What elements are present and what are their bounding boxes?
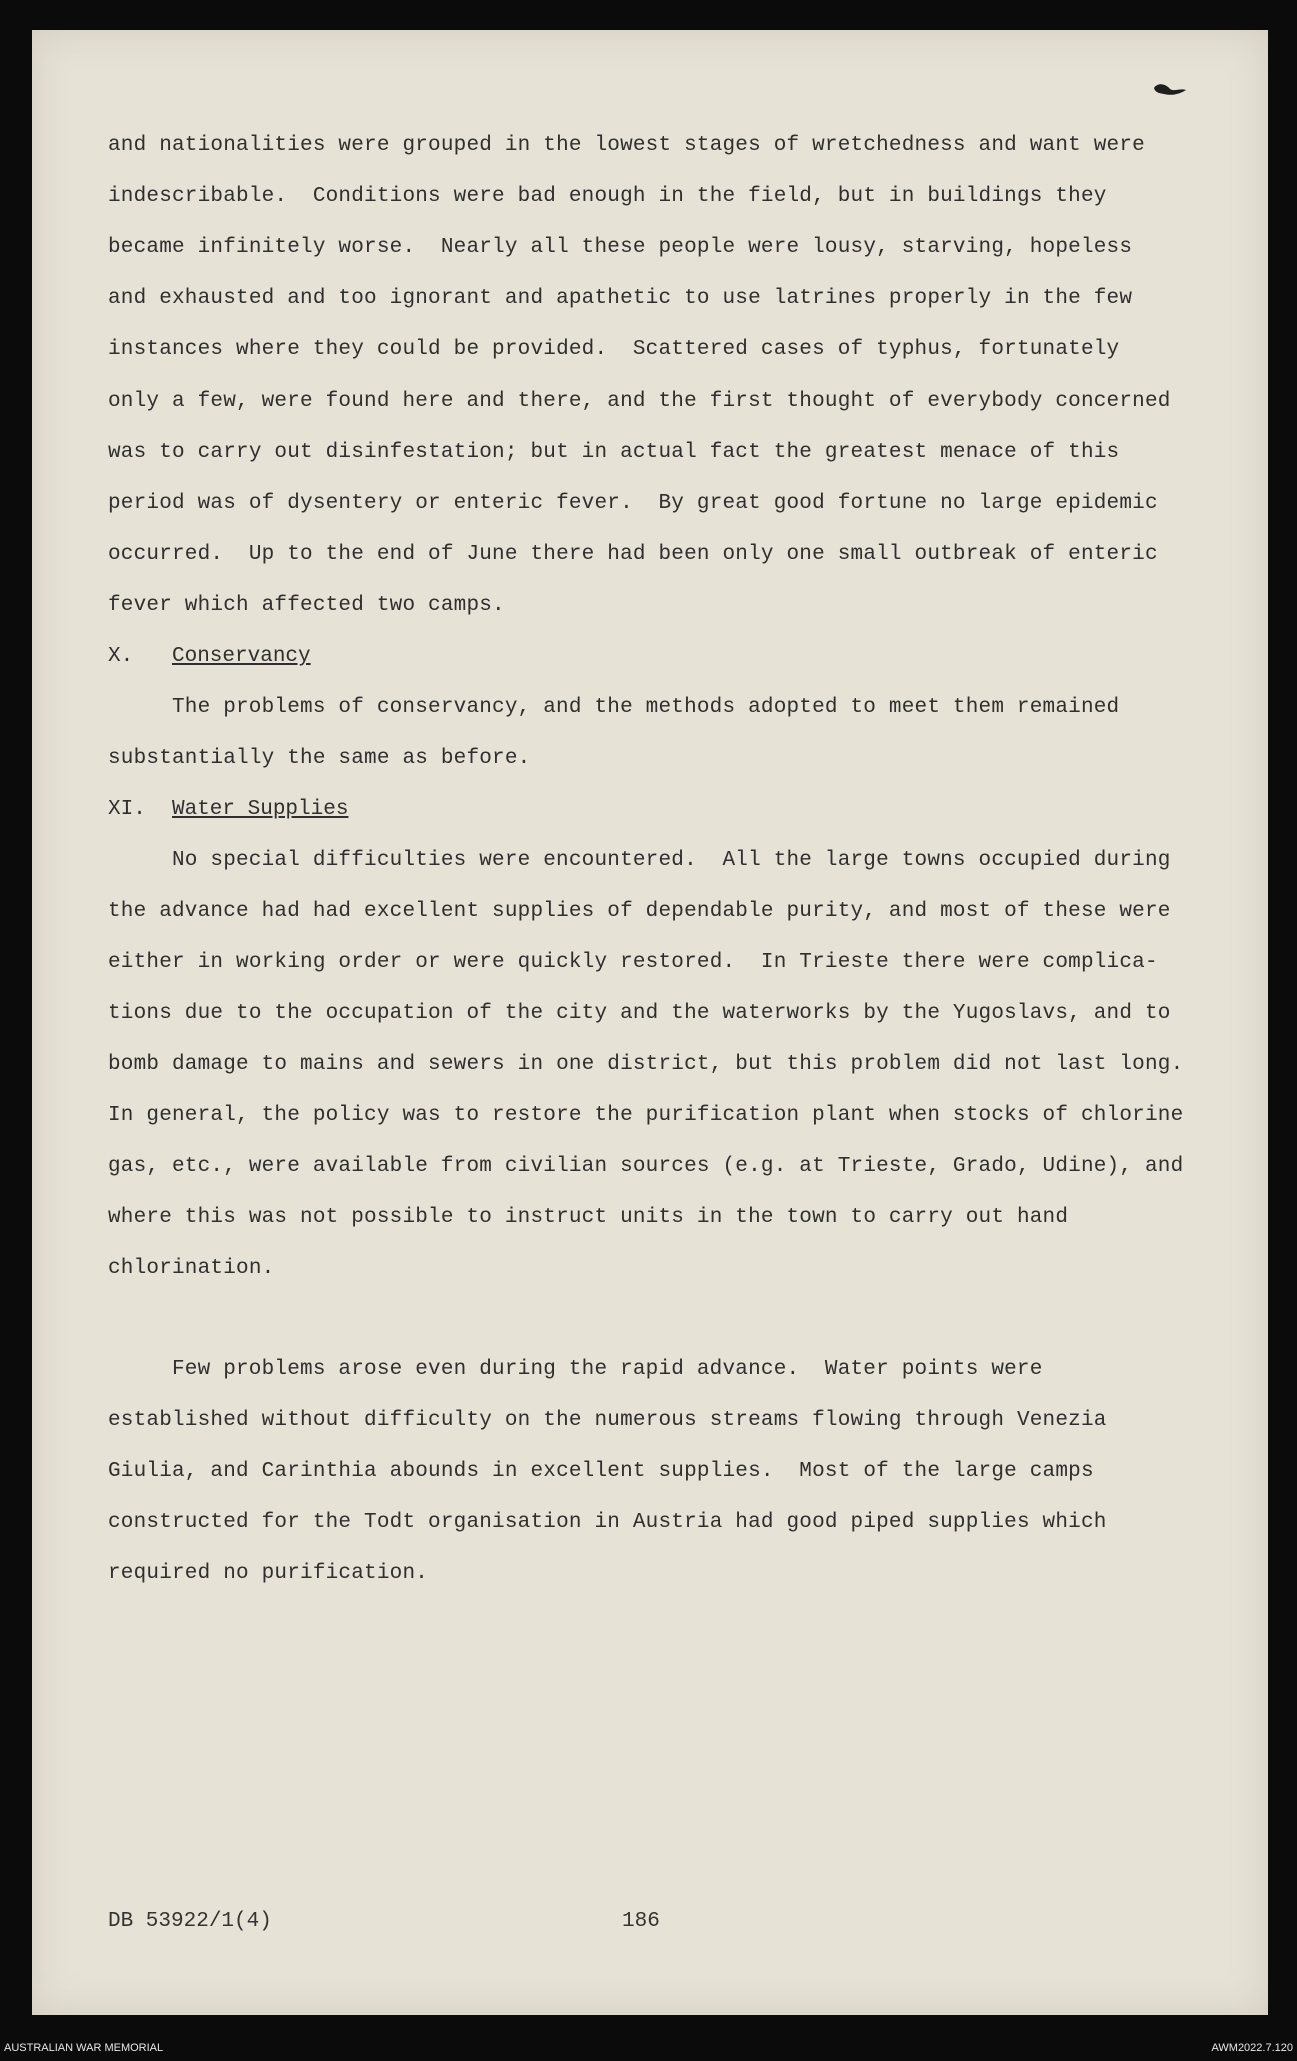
- text-line: where this was not possible to instruct units in the town to carry out hand: [108, 1206, 1069, 1229]
- text-line: constructed for the Todt organisation in Austria had good piped supplies which: [108, 1511, 1107, 1534]
- text-line: indescribable. Conditions were bad enough in the field, but in buildings they: [108, 185, 1107, 208]
- section-heading: Conservancy: [172, 645, 311, 668]
- text-line: was to carry out disinfestation; but in actual fact the greatest menace of this: [108, 441, 1120, 464]
- text-line: fever which affected two camps.: [108, 594, 505, 617]
- text-line: the advance had had excellent supplies of dependable purity, and most of these were: [108, 900, 1171, 923]
- ink-blot-mark: [1150, 80, 1190, 100]
- archive-credit: AUSTRALIAN WAR MEMORIAL: [4, 2042, 164, 2054]
- section-heading: Water Supplies: [172, 798, 349, 821]
- page-number: 186: [622, 1910, 660, 1933]
- text-line: Few problems arose even during the rapid advance. Water points were: [172, 1358, 1043, 1381]
- section-number: XI.: [108, 798, 146, 821]
- archive-id: AWM2022.7.120: [1211, 2042, 1293, 2054]
- text-line: No special difficulties were encountered. All the large towns occupied during: [172, 849, 1171, 872]
- text-line: occurred. Up to the end of June there had been only one small outbreak of enteric: [108, 543, 1158, 566]
- text-line: substantially the same as before.: [108, 747, 531, 770]
- document-page: [32, 30, 1268, 2015]
- text-line: bomb damage to mains and sewers in one district, but this problem did not last long.: [108, 1053, 1184, 1076]
- text-line: period was of dysentery or enteric fever. By great good fortune no large epidemic: [108, 492, 1158, 515]
- text-line: instances where they could be provided. Scattered cases of typhus, fortunately: [108, 338, 1120, 361]
- text-line: In general, the policy was to restore the purification plant when stocks of chlorine: [108, 1104, 1184, 1127]
- text-line: established without difficulty on the numerous streams flowing through Venezia: [108, 1409, 1107, 1432]
- text-line: tions due to the occupation of the city and the waterworks by the Yugoslavs, and to: [108, 1002, 1171, 1025]
- text-line: only a few, were found here and there, and the first thought of everybody concerned: [108, 390, 1171, 413]
- text-line: became infinitely worse. Nearly all these people were lousy, starving, hopeless: [108, 236, 1133, 259]
- text-line: and nationalities were grouped in the lowest stages of wretchedness and want were: [108, 134, 1145, 157]
- text-line: and exhausted and too ignorant and apathetic to use latrines properly in the few: [108, 287, 1133, 310]
- text-line: gas, etc., were available from civilian sources (e.g. at Trieste, Grado, Udine), and: [108, 1155, 1184, 1178]
- text-line: required no purification.: [108, 1562, 429, 1585]
- text-line: Giulia, and Carinthia abounds in excellent supplies. Most of the large camps: [108, 1460, 1094, 1483]
- document-reference: DB 53922/1(4): [108, 1910, 272, 1933]
- text-line: either in working order or were quickly restored. In Trieste there were complica-: [108, 951, 1158, 974]
- text-line: The problems of conservancy, and the methods adopted to meet them remained: [172, 696, 1120, 719]
- section-number: X.: [108, 645, 134, 668]
- text-line: chlorination.: [108, 1257, 275, 1280]
